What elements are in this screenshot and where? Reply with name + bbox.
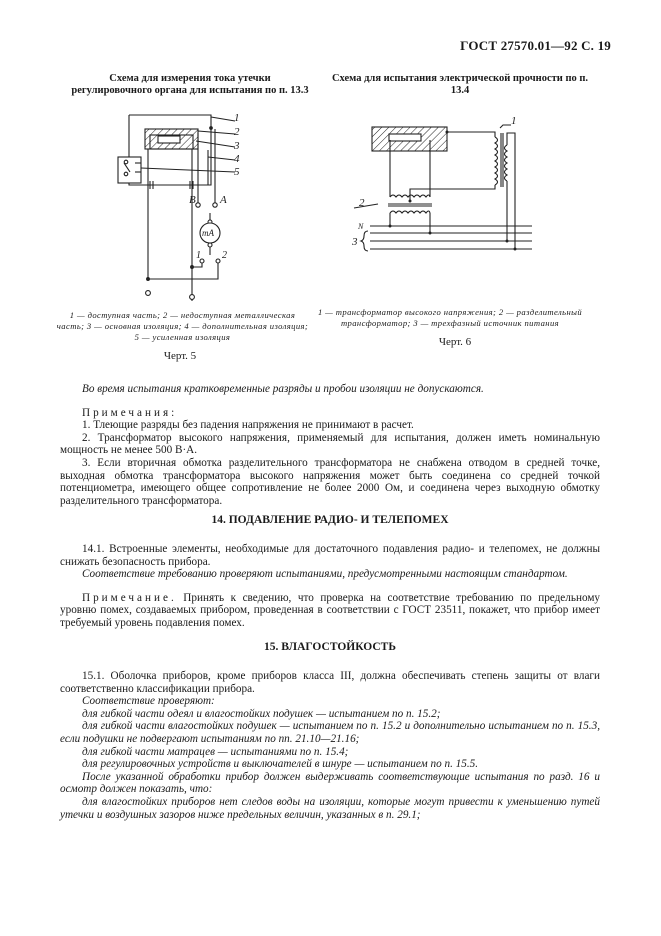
note-3: 3. Если вторичная обмотка разделительного трансформатора не снабжена отводом в средней точке, выходная обмотка трансформатора высокого напряжения может быть соединена со средней точкой потенциометра, имеющего общее сопротивление не более 2000 Ом, и соединена через выходную обмотку разделительного трансформатора. xyxy=(60,456,600,507)
label-5: 5 xyxy=(234,166,240,178)
label-1: 1 xyxy=(234,112,240,124)
section-14-1-check: Соответствие требованию проверяют испытаниями, предусмотренными настоящим стандартом. xyxy=(82,568,568,581)
check-item-3: для гибкой части матрацев — испытаниями по п. 15.4; xyxy=(82,745,349,758)
label-a: A xyxy=(220,194,227,206)
after-treatment: После указанной обработки прибор должен выдерживать соответствующие испытания по разд. 16 и осмотр должен показать, что: xyxy=(60,770,600,796)
check-item-2: для гибкой части влагостойких подушек — испытанием по п. 15.2 и дополнительно испытанием по п. 15.3, если подушки не подвергают испытаниям по пп. 21.10—21.16; xyxy=(60,720,600,745)
section-15-body xyxy=(60,670,600,821)
figure-6-legend: 1 — трансформатор высокого напряжения; 2 — разделительный трансформатор; 3 — трехфазный источник питания xyxy=(317,307,583,328)
check-intro: Соответствие проверяют: xyxy=(82,695,215,708)
section-14-note xyxy=(60,592,600,630)
notes-heading: Примечания: xyxy=(82,406,178,419)
note-2: 2. Трансформатор высокого напряжения, применяемый для испытания, должен иметь номинальную мощность не менее 500 В·А. xyxy=(60,431,600,457)
label-2: 2 xyxy=(359,197,365,209)
section-14-1: 14.1. Встроенные элементы, необходимые для достаточного подавления радио- и телепомех, не должны снижать безопасность прибора. xyxy=(60,543,600,568)
after-item: для влагостойких приборов нет следов воды на изоляции, которые могут привести к уменьшению путей утечки и воздушных зазоров ниже предельных величин, указанных в п. 29.1; xyxy=(60,795,600,821)
statement: Во время испытания кратковременные разряды и пробои изоляции не допускаются. xyxy=(82,383,484,395)
label-1: 1 xyxy=(511,115,517,127)
milliammeter-label: mA xyxy=(202,228,214,238)
label-b: B xyxy=(189,194,196,206)
figure-6-caption: Черт. 6 xyxy=(438,336,472,348)
note-label: Примечание. xyxy=(82,591,177,604)
check-item-4: для регулировочных устройств и выключателей в шнуре — испытанием по п. 15.5. xyxy=(82,758,479,771)
figure-5-title: Схема для измерения тока утечки регулировочного органа для испытания по п. 13.3 xyxy=(71,73,309,96)
body-block-notes xyxy=(60,383,600,507)
figure-5-caption: Черт. 5 xyxy=(163,350,197,362)
label-3: 3 xyxy=(352,236,358,248)
label-terminal-1: 1 xyxy=(196,250,201,261)
section-15-1: 15.1. Оболочка приборов, кроме приборов класса III, должна обеспечивать степень защиты от влаги соответственно классификации прибора. xyxy=(60,670,600,695)
section-14-body xyxy=(60,543,600,630)
section-15-heading: 15. ВЛАГОСТОЙКОСТЬ xyxy=(264,641,396,653)
label-4: 4 xyxy=(234,153,240,165)
check-item-1: для гибкой части одеял и влагостойких подушек — испытанием по п. 15.2; xyxy=(82,707,441,720)
label-n: N xyxy=(358,222,364,231)
page-header-doc-ref: ГОСТ 27570.01—92 С. 19 xyxy=(460,38,611,53)
figure-5-legend: 1 — доступная часть; 2 — недоступная металлическая часть; 3 — основная изоляция; 4 — дополнительная изоляция; 5 — усиленная изоляция xyxy=(56,310,309,342)
section-14-heading: 14. ПОДАВЛЕНИЕ РАДИО- И ТЕЛЕПОМЕХ xyxy=(211,514,449,526)
figure-6-title: Схема для испытания электрической прочности по п. 13.4 xyxy=(331,73,589,96)
note-1: 1. Тлеющие разряды без падения напряжения не принимают в расчет. xyxy=(82,419,414,432)
label-3: 3 xyxy=(234,140,240,152)
note-text: Принять к сведению, что проверка на соответствие требованию по предельному уровню помех, создаваемых прибором, проведенная в соответствии с ГОСТ 23511, покажет, что прибор имеет требуемый уровень подавления помех. xyxy=(60,591,600,629)
label-2: 2 xyxy=(234,126,240,138)
figure-6-dielectric-strength-diagram xyxy=(340,105,540,295)
figure-5-leakage-circuit-diagram xyxy=(95,105,270,305)
label-terminal-2: 2 xyxy=(222,250,227,261)
